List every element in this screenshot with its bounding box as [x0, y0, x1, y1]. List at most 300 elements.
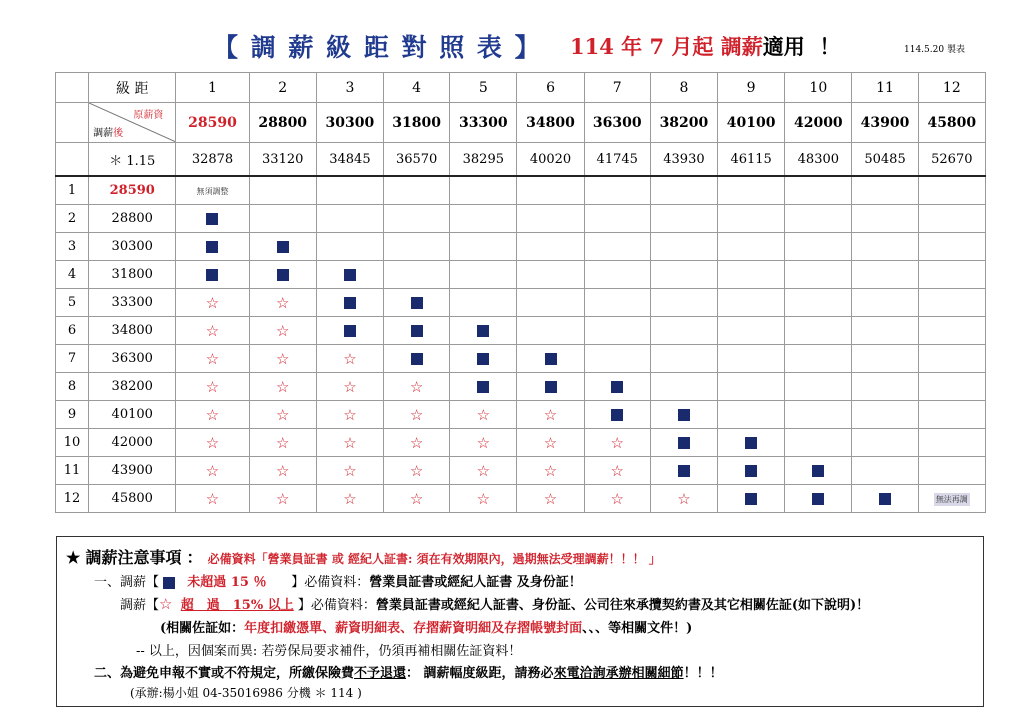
made-date: 114.5.20 製表	[904, 45, 965, 55]
grid-cell	[249, 345, 316, 373]
grid-cell	[176, 317, 249, 345]
star-outline-icon: ☆	[205, 489, 220, 508]
filled-square-icon	[477, 353, 489, 365]
grid-cell	[384, 317, 450, 345]
grid-cell	[650, 176, 717, 205]
star-outline-icon: ☆	[677, 489, 691, 508]
grid-cell	[517, 457, 584, 485]
filled-square-icon	[344, 325, 356, 337]
row-salary: 33300	[89, 289, 176, 317]
grid-cell	[785, 317, 852, 345]
star-outline-icon: ☆	[343, 433, 357, 452]
effective-adjust: 調薪	[720, 34, 763, 59]
row-salary: 31800	[89, 261, 176, 289]
star-outline-icon: ☆	[610, 489, 624, 508]
filled-square-icon	[206, 269, 218, 281]
star-outline-icon: ☆	[205, 377, 220, 396]
grid-cell	[517, 176, 584, 205]
star-outline-icon: ☆	[275, 377, 290, 396]
grid-cell	[650, 233, 717, 261]
grid-cell	[650, 401, 717, 429]
grid-cell	[316, 345, 383, 373]
multiplier-label: ＊ 1.15	[89, 143, 176, 177]
grid-cell	[584, 176, 650, 205]
table-row	[56, 289, 986, 317]
level-col-header: 9	[718, 73, 785, 103]
multiplied-salary: 33120	[249, 143, 316, 177]
table-row	[56, 176, 986, 205]
multiplied-salary: 41745	[584, 143, 650, 177]
level-col-header: 3	[316, 73, 383, 103]
grid-cell	[517, 485, 584, 513]
grid-cell	[785, 485, 852, 513]
line4: -- 以上，因個案而異: 若勞保局要求補件，仍須再補相關佐証資料！	[136, 644, 522, 659]
line3-a: (相關佐証如：	[160, 621, 245, 636]
grid-cell	[718, 457, 785, 485]
grid-cell	[176, 457, 249, 485]
line5-a: 二、為避免申報不實或不符規定，所繳保險費	[94, 666, 355, 681]
grid-cell	[450, 373, 517, 401]
grid-cell	[249, 289, 316, 317]
filled-square-icon	[745, 465, 757, 477]
grid-cell	[316, 429, 383, 457]
line5-d: 來電洽詢承辦相關細節	[553, 666, 684, 681]
multiplied-salary: 52670	[918, 143, 985, 177]
grid-cell	[249, 261, 316, 289]
grid-cell	[718, 373, 785, 401]
table-row	[56, 233, 986, 261]
grid-cell	[718, 345, 785, 373]
grid-cell	[450, 485, 517, 513]
title-row	[0, 28, 1024, 64]
grid-cell	[918, 261, 985, 289]
grid-cell	[650, 345, 717, 373]
grid-cell	[852, 485, 918, 513]
grid-cell	[517, 429, 584, 457]
grid-cell	[650, 457, 717, 485]
diag-original-label: 原薪資	[133, 110, 164, 121]
note-line-4	[136, 640, 521, 659]
star-outline-icon: ☆	[409, 461, 424, 480]
row-salary: 28590	[89, 176, 176, 205]
grid-cell	[918, 233, 985, 261]
grid-cell	[249, 457, 316, 485]
grid-cell	[584, 205, 650, 233]
grid-cell	[785, 401, 852, 429]
level-header: 級 距	[89, 73, 176, 103]
original-salary: 30300	[316, 103, 383, 143]
grid-cell	[852, 205, 918, 233]
filled-square-icon	[745, 437, 757, 449]
grid-cell	[918, 317, 985, 345]
star-outline-icon: ☆	[159, 595, 173, 613]
note-line-1	[94, 571, 582, 590]
grid-cell	[650, 205, 717, 233]
line5-e: ！！！	[683, 666, 723, 681]
grid-cell	[584, 457, 650, 485]
star-outline-icon: ☆	[409, 489, 424, 508]
diag-adjusted-label	[93, 124, 123, 139]
grid-cell	[584, 233, 650, 261]
salary-table	[55, 72, 986, 513]
square-icon	[163, 577, 175, 589]
original-salary: 40100	[718, 103, 785, 143]
grid-cell	[384, 457, 450, 485]
star-outline-icon: ☆	[476, 405, 491, 424]
line3-b: 年度扣繳憑單、薪資明細表、存摺薪資明細及存摺帳號封面	[244, 621, 583, 636]
multiplied-salary: 32878	[176, 143, 249, 177]
row-salary: 38200	[89, 373, 176, 401]
star-outline-icon: ☆	[275, 293, 290, 312]
grid-cell	[249, 176, 316, 205]
original-salary: 45800	[918, 103, 985, 143]
grid-cell	[316, 485, 383, 513]
table-row	[56, 261, 986, 289]
line3-c: 、、、等相關文件！)	[582, 621, 693, 636]
line1-d: 營業員証書或經紀人証書 及身份証！	[369, 575, 582, 590]
table-row	[56, 345, 986, 373]
grid-cell	[384, 485, 450, 513]
star-outline-icon: ☆	[409, 405, 424, 424]
grid-cell	[584, 401, 650, 429]
row-level: 12	[56, 485, 89, 513]
star-outline-icon: ☆	[409, 377, 424, 396]
grid-cell	[785, 373, 852, 401]
filled-square-icon	[206, 241, 218, 253]
level-col-header: 7	[584, 73, 650, 103]
row-salary: 42000	[89, 429, 176, 457]
filled-square-icon	[344, 269, 356, 281]
grid-cell	[517, 345, 584, 373]
line1-c: 】必備資料：	[291, 575, 370, 590]
star-outline-icon: ☆	[343, 489, 357, 508]
grid-cell	[316, 233, 383, 261]
grid-cell	[249, 317, 316, 345]
multiplied-salary: 46115	[718, 143, 785, 177]
original-salary: 33300	[450, 103, 517, 143]
grid-cell	[249, 233, 316, 261]
level-col-header: 6	[517, 73, 584, 103]
grid-cell	[584, 261, 650, 289]
grid-cell	[785, 457, 852, 485]
grid-cell	[384, 345, 450, 373]
grid-cell	[785, 205, 852, 233]
star-outline-icon: ☆	[275, 349, 290, 368]
grid-cell	[918, 485, 985, 513]
note-line-3	[160, 617, 692, 636]
diag-adjusted-a: 調薪	[93, 128, 114, 139]
grid-cell	[517, 401, 584, 429]
level-col-header: 11	[852, 73, 918, 103]
filled-square-icon	[411, 297, 423, 309]
cannot-adjust-note: 無法再調	[935, 495, 968, 504]
grid-cell	[718, 401, 785, 429]
grid-cell	[384, 429, 450, 457]
star-outline-icon: ☆	[476, 461, 491, 480]
diag-adjusted-b: 後	[113, 128, 124, 139]
grid-cell	[718, 289, 785, 317]
original-salary: 31800	[384, 103, 450, 143]
original-salary: 36300	[584, 103, 650, 143]
effective-suffix: 適用	[762, 34, 805, 59]
notes-heading: 調薪注意事項	[85, 548, 182, 567]
grid-cell	[718, 261, 785, 289]
table-row	[56, 429, 986, 457]
effective-bang: ！	[819, 34, 841, 59]
row-salary: 28800	[89, 205, 176, 233]
row-salary: 45800	[89, 485, 176, 513]
row-level: 5	[56, 289, 89, 317]
grid-cell	[852, 261, 918, 289]
grid-cell	[852, 429, 918, 457]
star-outline-icon: ☆	[543, 433, 558, 452]
grid-cell	[316, 457, 383, 485]
table-row	[56, 401, 986, 429]
grid-cell	[584, 373, 650, 401]
grid-cell	[249, 485, 316, 513]
level-col-header: 12	[918, 73, 985, 103]
filled-square-icon	[411, 325, 423, 337]
star-outline-icon: ☆	[343, 377, 357, 396]
star-outline-icon: ☆	[343, 405, 357, 424]
row-salary: 43900	[89, 457, 176, 485]
notes-heading-line	[66, 545, 661, 568]
star-outline-icon: ☆	[275, 461, 290, 480]
grid-cell	[918, 345, 985, 373]
grid-cell	[517, 261, 584, 289]
level-col-header: 4	[384, 73, 450, 103]
grid-cell	[176, 176, 249, 205]
grid-cell	[918, 176, 985, 205]
grid-cell	[918, 457, 985, 485]
line2-d: 營業員証書或經紀人証書、身份証、公司往來承攬契約書及其它相關佐証(如下說明)！	[375, 598, 870, 613]
line1-a: 一、調薪【	[94, 575, 160, 590]
filled-square-icon	[678, 437, 690, 449]
line5-c: ： 調薪幅度級距，請務必	[406, 666, 554, 681]
grid-cell	[650, 373, 717, 401]
multiplied-salary: 34845	[316, 143, 383, 177]
multiplied-salary: 48300	[785, 143, 852, 177]
table-row	[56, 485, 986, 513]
filled-square-icon	[206, 213, 218, 225]
grid-cell	[852, 401, 918, 429]
grid-cell	[584, 317, 650, 345]
grid-cell	[384, 373, 450, 401]
grid-cell	[918, 373, 985, 401]
grid-cell	[918, 289, 985, 317]
grid-cell	[918, 401, 985, 429]
grid-cell	[450, 176, 517, 205]
grid-cell	[517, 317, 584, 345]
grid-cell	[176, 261, 249, 289]
grid-cell	[450, 233, 517, 261]
grid-cell	[718, 205, 785, 233]
grid-cell	[852, 289, 918, 317]
original-salary: 28800	[249, 103, 316, 143]
grid-cell	[785, 289, 852, 317]
grid-cell	[584, 345, 650, 373]
filled-square-icon	[678, 409, 690, 421]
star-outline-icon: ☆	[543, 461, 558, 480]
filled-square-icon	[545, 381, 557, 393]
filled-square-icon	[411, 353, 423, 365]
line5-b: 不予退還	[354, 666, 407, 681]
grid-cell	[918, 205, 985, 233]
line2-b: 超 過 15% 以上	[180, 598, 294, 613]
star-outline-icon: ☆	[476, 433, 491, 452]
notes-box	[56, 536, 984, 707]
star-outline-icon: ☆	[543, 405, 558, 424]
grid-cell	[450, 401, 517, 429]
row-salary: 34800	[89, 317, 176, 345]
row-level: 7	[56, 345, 89, 373]
grid-cell	[316, 373, 383, 401]
multiplied-salary: 36570	[384, 143, 450, 177]
grid-cell	[316, 401, 383, 429]
star-outline-icon: ☆	[610, 461, 624, 480]
grid-cell	[316, 261, 383, 289]
grid-cell	[852, 345, 918, 373]
filled-square-icon	[277, 241, 289, 253]
notes-colon: ：	[186, 548, 203, 567]
grid-cell	[176, 345, 249, 373]
corner-cell	[56, 103, 89, 143]
grid-cell	[384, 233, 450, 261]
star-outline-icon: ☆	[275, 433, 290, 452]
star-outline-icon: ☆	[205, 349, 220, 368]
grid-cell	[785, 429, 852, 457]
grid-cell	[718, 485, 785, 513]
grid-cell	[852, 233, 918, 261]
filled-square-icon	[344, 297, 356, 309]
corner-cell	[56, 73, 89, 103]
no-adjust-note: 無須調整	[196, 187, 229, 196]
row-level: 1	[56, 176, 89, 205]
grid-cell	[785, 176, 852, 205]
effective-date	[570, 31, 840, 61]
line2-a: 調薪【	[120, 598, 160, 613]
diagonal-header	[89, 103, 176, 143]
grid-cell	[384, 289, 450, 317]
star-outline-icon: ☆	[476, 489, 491, 508]
filled-square-icon	[477, 381, 489, 393]
grid-cell	[650, 261, 717, 289]
grid-cell	[176, 429, 249, 457]
grid-cell	[517, 205, 584, 233]
filled-square-icon	[611, 381, 623, 393]
table-row	[56, 457, 986, 485]
grid-cell	[785, 233, 852, 261]
grid-cell	[650, 429, 717, 457]
grid-cell	[316, 205, 383, 233]
line1-b: 未超過 15 ％	[187, 575, 267, 590]
table-row	[56, 317, 986, 345]
contact-line: (承辦:楊小姐 04-35016986 分機 ＊ 114 )	[130, 686, 362, 700]
grid-cell	[176, 373, 249, 401]
grid-cell	[584, 485, 650, 513]
filled-square-icon	[879, 493, 891, 505]
original-salary: 34800	[517, 103, 584, 143]
grid-cell	[718, 176, 785, 205]
filled-square-icon	[812, 493, 824, 505]
grid-cell	[450, 457, 517, 485]
line2-c: 】必備資料：	[297, 598, 376, 613]
filled-square-icon	[678, 465, 690, 477]
grid-cell	[450, 345, 517, 373]
filled-square-icon	[611, 409, 623, 421]
level-col-header: 2	[249, 73, 316, 103]
filled-square-icon	[477, 325, 489, 337]
multiplied-salary: 40020	[517, 143, 584, 177]
star-outline-icon: ☆	[543, 489, 558, 508]
star-outline-icon: ☆	[343, 461, 357, 480]
grid-cell	[852, 457, 918, 485]
grid-cell	[176, 485, 249, 513]
grid-cell	[517, 233, 584, 261]
effective-prefix: 114 年 7 月起	[570, 34, 714, 59]
row-salary: 36300	[89, 345, 176, 373]
grid-cell	[316, 317, 383, 345]
original-salary: 28590	[176, 103, 249, 143]
note-line-2	[120, 594, 869, 613]
grid-cell	[650, 485, 717, 513]
table-row	[56, 205, 986, 233]
row-level: 3	[56, 233, 89, 261]
row-level: 6	[56, 317, 89, 345]
grid-cell	[176, 233, 249, 261]
row-level: 2	[56, 205, 89, 233]
grid-cell	[718, 317, 785, 345]
filled-square-icon	[277, 269, 289, 281]
grid-cell	[918, 429, 985, 457]
grid-cell	[316, 289, 383, 317]
grid-cell	[249, 401, 316, 429]
star-outline-icon: ☆	[205, 293, 220, 312]
original-salary: 43900	[852, 103, 918, 143]
row-level: 4	[56, 261, 89, 289]
table-row	[56, 373, 986, 401]
filled-square-icon	[745, 493, 757, 505]
multiplied-salary: 38295	[450, 143, 517, 177]
row-level: 8	[56, 373, 89, 401]
notes-required: 必備資料「營業員証書 或 經紀人証書: 須在有效期限內，過期無法受理調薪！！！ 」	[207, 552, 661, 566]
grid-cell	[852, 317, 918, 345]
grid-cell	[384, 205, 450, 233]
row-level: 10	[56, 429, 89, 457]
grid-cell	[785, 261, 852, 289]
page-title: 【 調 薪 級 距 對 照 表 】	[213, 33, 542, 62]
grid-cell	[517, 373, 584, 401]
row-salary: 40100	[89, 401, 176, 429]
grid-cell	[650, 317, 717, 345]
grid-cell	[718, 233, 785, 261]
multiplied-salary: 50485	[852, 143, 918, 177]
grid-cell	[249, 205, 316, 233]
level-col-header: 1	[176, 73, 249, 103]
star-outline-icon: ☆	[205, 321, 220, 340]
star-outline-icon: ☆	[275, 489, 290, 508]
row-level: 11	[56, 457, 89, 485]
original-salary: 38200	[650, 103, 717, 143]
grid-cell	[249, 373, 316, 401]
level-col-header: 5	[450, 73, 517, 103]
star-outline-icon: ☆	[275, 321, 290, 340]
row-level: 9	[56, 401, 89, 429]
grid-cell	[650, 289, 717, 317]
grid-cell	[785, 345, 852, 373]
grid-cell	[517, 289, 584, 317]
grid-cell	[450, 289, 517, 317]
